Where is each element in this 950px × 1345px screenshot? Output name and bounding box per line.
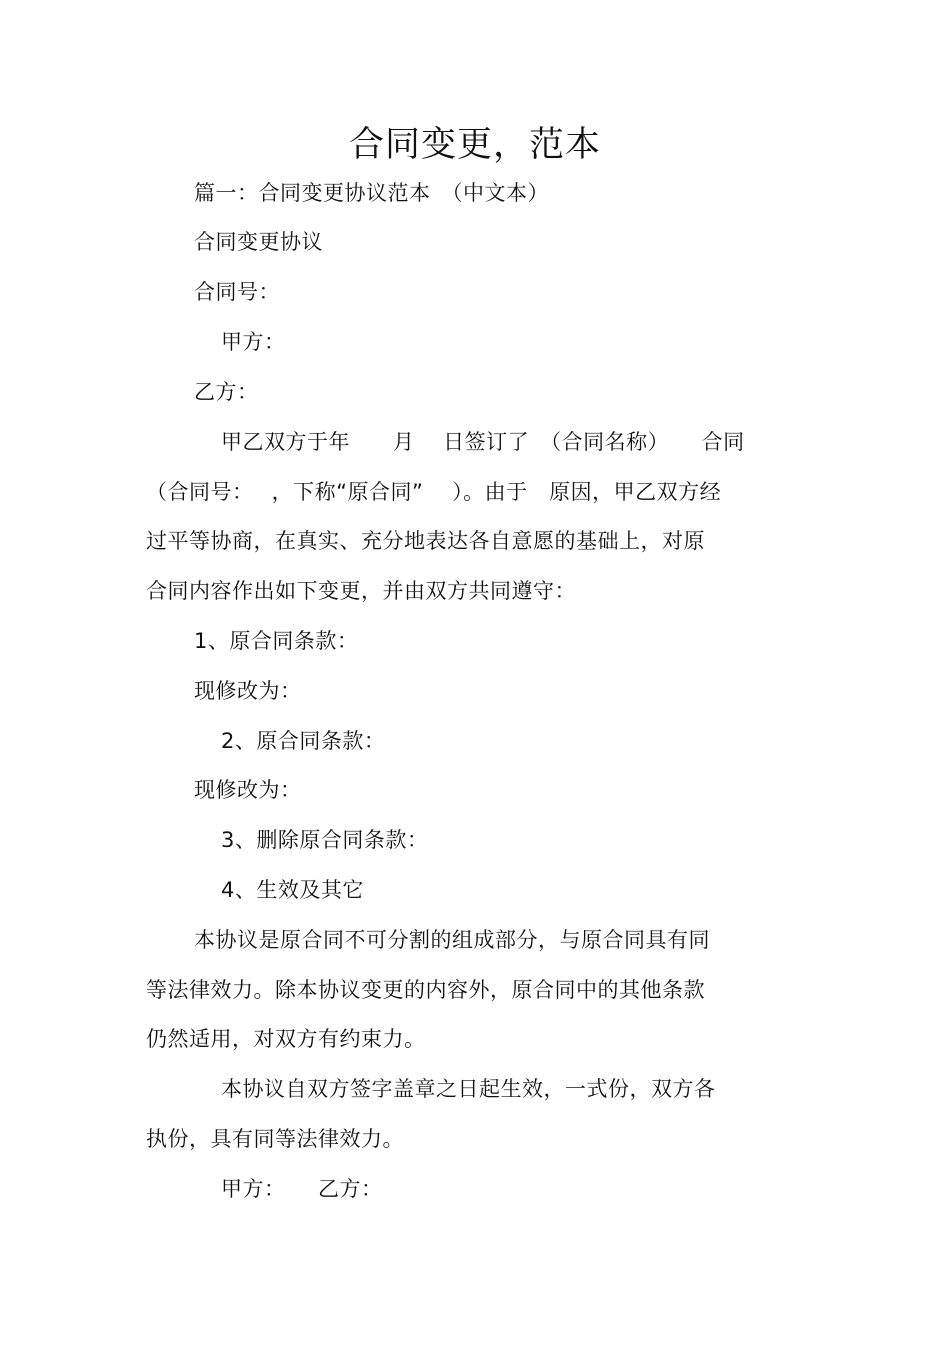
contract-number-label: 合同号： (194, 280, 280, 304)
clause-item: 4、生效及其它 (221, 878, 364, 902)
clause-item: 1、原合同条款： (194, 629, 359, 653)
section-heading: 篇一：合同变更协议范本 （中文本） (194, 181, 549, 205)
body-line: 过平等协商，在真实、充分地表达各自意愿的基础上，对原 (146, 529, 705, 553)
document-title: 合同变更，范本 (348, 125, 601, 165)
clause-item: 现修改为： (194, 778, 302, 802)
clause-item: 3、删除原合同条款： (221, 828, 429, 852)
body-line: 本协议是原合同不可分割的组成部分，与原合同具有同 (194, 928, 710, 952)
signature-line: 甲方： 乙方： (221, 1177, 383, 1201)
body-line: （合同号： ，下称“原合同” ）。由于 原因，甲乙双方经 (146, 480, 722, 504)
body-line: 本协议自双方签字盖章之日起生效，一式份，双方各 (221, 1077, 716, 1101)
body-line: 合同内容作出如下变更，并由双方共同遵守： (146, 579, 576, 603)
party-b-label: 乙方： (194, 380, 259, 404)
clause-item: 2、原合同条款： (221, 729, 386, 753)
party-a-label: 甲方： (221, 330, 286, 354)
agreement-heading: 合同变更协议 (194, 230, 323, 254)
body-line: 甲乙双方于年 月 日签订了 （合同名称） 合同 (221, 430, 745, 454)
body-line: 等法律效力。除本协议变更的内容外，原合同中的其他条款 (146, 978, 705, 1002)
body-line: 仍然适用，对双方有约束力。 (146, 1027, 426, 1051)
body-line: 执份，具有同等法律效力。 (146, 1127, 404, 1151)
clause-item: 现修改为： (194, 679, 302, 703)
